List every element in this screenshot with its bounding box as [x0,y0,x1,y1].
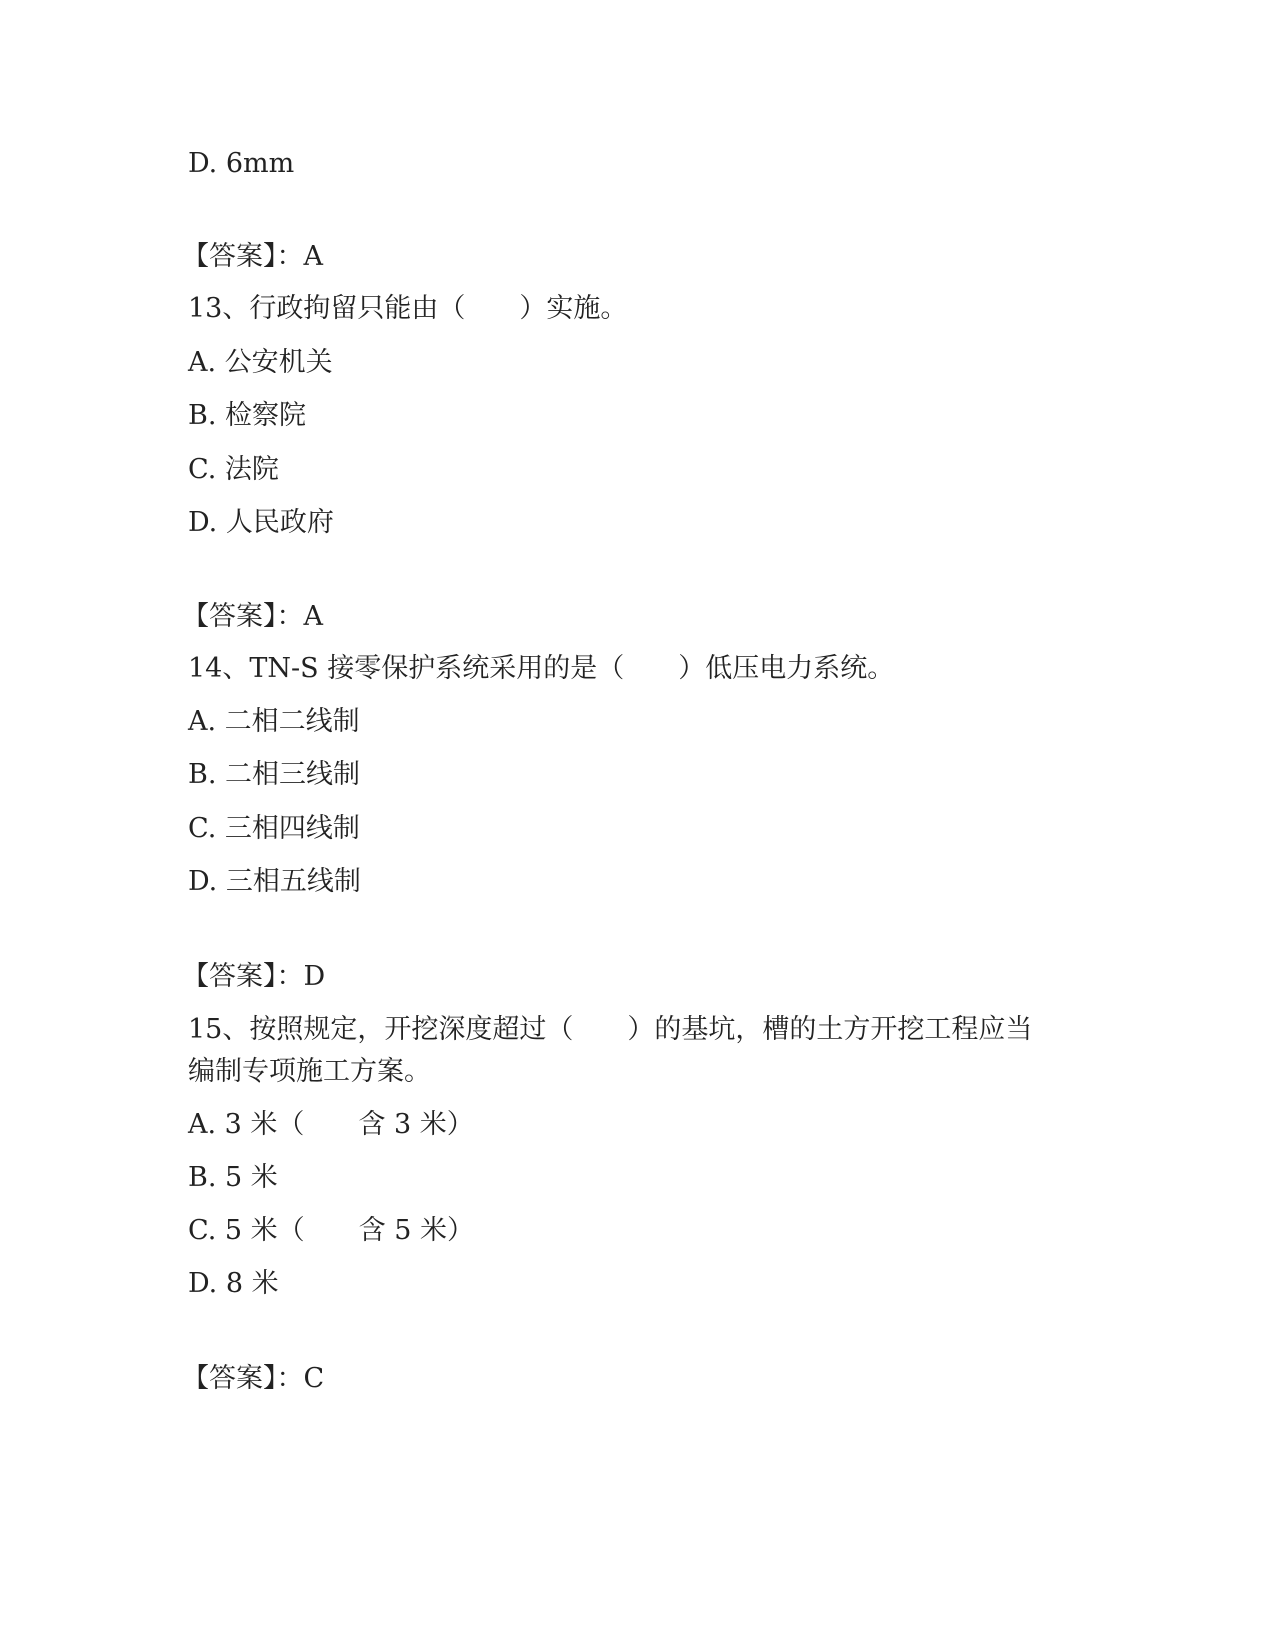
answer-q12: 【答案】：A [182,241,323,272]
option-d-q12: D. 6mm [188,148,295,179]
option-b-q15: B. 5 米 [188,1162,278,1193]
option-b-q13: B. 检察院 [188,400,307,431]
option-a-q14: A. 二相二线制 [188,706,360,737]
question-15-stem-line2: 编制专项施工方案。 [188,1056,431,1087]
option-a-q15: A. 3 米（ 含 3 米） [188,1109,474,1140]
answer-q14: 【答案】：D [182,961,326,992]
option-c-q13: C. 法院 [188,454,279,485]
option-c-q15: C. 5 米（ 含 5 米） [188,1215,474,1246]
question-14-stem: 14、TN-S 接零保护系统采用的是（ ）低压电力系统。 [188,653,895,684]
option-d-q13: D. 人民政府 [188,507,334,538]
option-d-q15: D. 8 米 [188,1268,279,1299]
question-13-stem: 13、行政拘留只能由（ ）实施。 [188,293,628,324]
question-15-stem-line1: 15、按照规定，开挖深度超过（ ）的基坑，槽的土方开挖工程应当 [188,1014,1033,1045]
option-c-q14: C. 三相四线制 [188,813,360,844]
option-b-q14: B. 二相三线制 [188,759,361,790]
option-a-q13: A. 公安机关 [188,347,333,378]
answer-q15: 【答案】：C [182,1363,325,1394]
option-d-q14: D. 三相五线制 [188,866,361,897]
answer-q13: 【答案】：A [182,601,323,632]
